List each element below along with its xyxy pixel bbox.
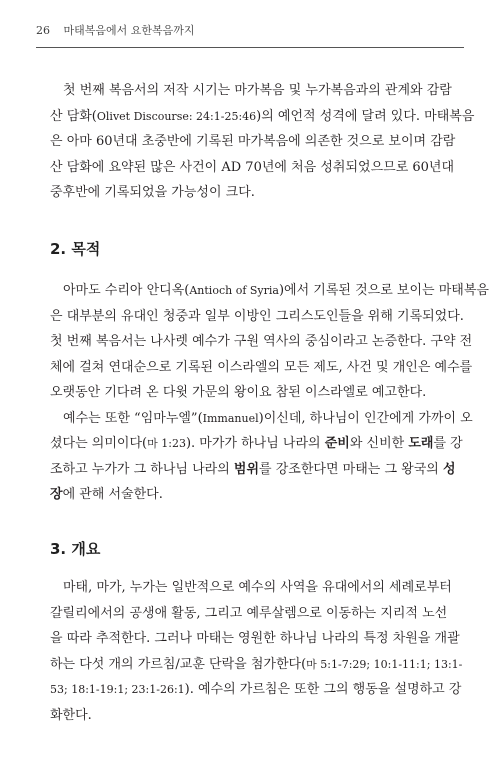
text-line (50, 355, 473, 381)
book-title: 마태복음에서 요한복음까지 (63, 24, 195, 37)
page-number: 26 (36, 24, 50, 37)
text-run: 을 따라 추적한다. 그러나 마태는 영원한 하나님 나라의 특정 차원을 개괄 (50, 631, 460, 646)
text-line (50, 703, 462, 729)
text-run: 은 대부분의 유대인 청중과 일부 이방인 그리스도인들을 위해 기록되었다. (50, 308, 464, 324)
text-run: 아마도 수리아 안디옥( (50, 283, 190, 298)
text-run: 화한다. (50, 707, 92, 723)
reference-text: Olivet Discourse: 24:1-25:46 (96, 109, 257, 123)
text-run: 를 강 (433, 436, 463, 451)
text-run: 갈릴리에서의 공생애 활동, 그리고 예루살렘으로 이동하는 지리적 노선 (50, 605, 448, 621)
section-heading-outline: 3. 개요 (50, 540, 101, 558)
reference-text: Immanuel (202, 411, 259, 425)
text-run: 첫 번째 복음서의 저작 시기는 마가복음 및 누가복음과의 관계와 감람 (50, 83, 452, 98)
text-run: 산 담화( (50, 108, 97, 124)
emphasis-text: 장 (50, 487, 63, 502)
text-run: 하는 다섯 개의 가르침/교훈 단락을 첨가한다( (50, 656, 307, 672)
emphasis-text: 성 (442, 461, 456, 477)
reference-text: 마 1:23 (147, 437, 186, 450)
text-line (50, 304, 462, 330)
section-heading-purpose: 2. 목적 (50, 240, 101, 258)
text-line (50, 575, 462, 601)
text-line (50, 180, 462, 206)
text-line (50, 626, 462, 652)
text-run: 셨다는 의미이다( (50, 436, 148, 451)
paragraph-purpose (50, 278, 489, 508)
emphasis-text: 도래 (408, 436, 434, 451)
text-run: 체에 걸쳐 연대순으로 기록된 이스라엘의 모든 제도, 사건 및 개인은 예수를 (50, 359, 473, 375)
paragraph-date-of-writing (50, 78, 475, 206)
text-run: ). 예수의 가르침은 또한 그의 행동을 설명하고 강 (184, 682, 462, 697)
text-line (50, 155, 462, 181)
reference-text: 53; 18:1-19:1; 23:1-26:1 (50, 683, 185, 696)
text-run: 조하고 누가가 그 하나님 나라의 (50, 461, 234, 477)
text-run: )에서 기록된 것으로 보이는 마태복음 (278, 283, 489, 298)
text-run: 에 관해 서술한다. (62, 487, 163, 502)
text-line (50, 601, 462, 627)
paragraph-outline (50, 575, 462, 728)
text-run: 은 아마 60년대 초중반에 기록된 마가복음에 의존한 것으로 보이며 감람 (50, 134, 456, 149)
text-run: ). 마가가 하나님 나라의 (185, 436, 325, 451)
text-line (50, 482, 462, 508)
emphasis-text: 준비 (324, 436, 350, 451)
text-line (50, 457, 462, 483)
text-line (50, 677, 462, 703)
text-line (50, 380, 462, 406)
running-head (36, 22, 195, 38)
text-run: 산 담화에 요약된 많은 사건이 AD 70년에 처음 성취되었으므로 60년대 (50, 159, 455, 175)
text-line (50, 278, 489, 304)
text-line (50, 78, 462, 104)
text-run: 와 신비한 (349, 436, 409, 451)
text-line (50, 406, 473, 432)
reference-text: 마 5:1-7:29; 10:1-11:1; 13:1- (306, 657, 463, 671)
text-line (50, 129, 462, 155)
text-line (50, 104, 475, 130)
header-rule (36, 47, 464, 48)
reference-text: Antioch of Syria (189, 284, 279, 297)
text-run: 중후반에 기록되었을 가능성이 크다. (50, 185, 255, 200)
text-run: 예수는 또한 “임마누엘”( (50, 410, 203, 426)
text-run: )의 예언적 성격에 달려 있다. 마태복음 (256, 108, 475, 124)
text-line (50, 652, 462, 678)
text-line (50, 431, 462, 457)
text-run: 를 강조한다면 마태는 그 왕국의 (259, 461, 443, 477)
emphasis-text: 범위 (233, 461, 260, 477)
text-line (50, 329, 473, 355)
text-run: 첫 번째 복음서는 나사렛 예수가 구원 역사의 중심이라고 논증한다. 구약 전 (50, 334, 473, 349)
text-run: 오랫동안 기다려 온 다윗 가문의 왕이요 참된 이스라엘로 예고한다. (50, 385, 427, 400)
text-run: )이신데, 하나님이 인간에게 가까이 오 (258, 410, 473, 426)
text-run: 마태, 마가, 누가는 일반적으로 예수의 사역을 유대에서의 세례로부터 (50, 580, 452, 595)
